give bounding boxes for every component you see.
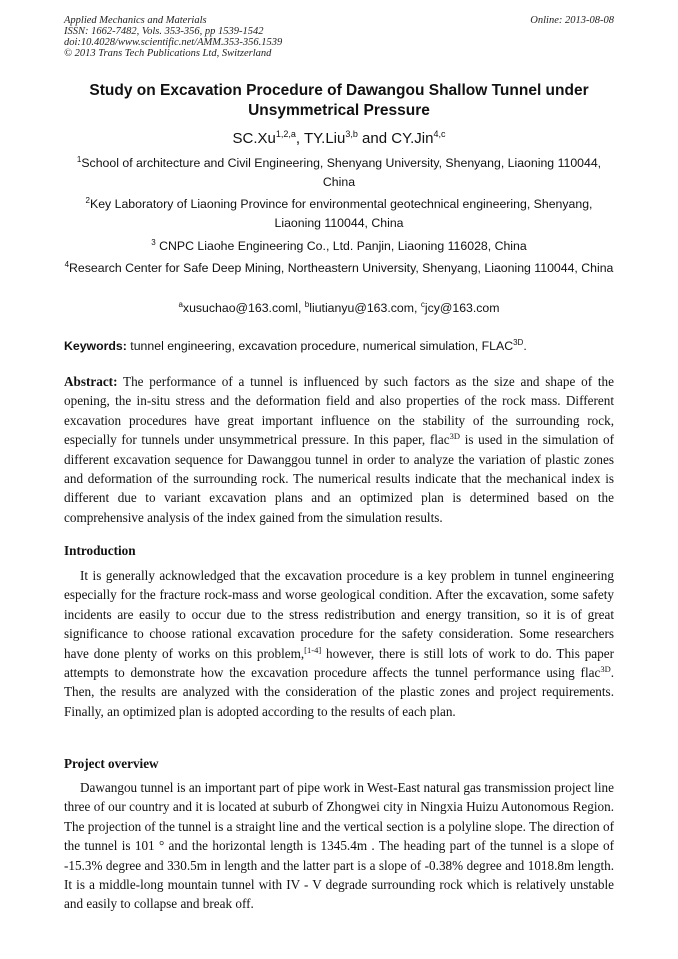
doi-line[interactable]: doi:10.4028/www.scientific.net/AMM.353-356.1539 — [64, 37, 283, 48]
keywords-label: Keywords: — [64, 339, 127, 353]
author-name: , TY.Liu — [295, 130, 346, 147]
abstract-superscript: 3D — [449, 431, 461, 442]
affiliation-3 — [64, 234, 614, 256]
abstract-label: Abstract: — [64, 374, 118, 389]
author-superscript: 3,b — [345, 129, 358, 139]
affiliation-text: Research Center for Safe Deep Mining, Northeastern University, Shenyang, Liaoning 110044, China — [69, 261, 614, 275]
email-superscript: a — [178, 300, 183, 309]
keywords-line — [64, 335, 614, 354]
affiliation-superscript: 2 — [85, 196, 90, 205]
keywords-end: . — [523, 339, 527, 353]
author-line — [64, 125, 614, 148]
email-superscript: b — [304, 300, 310, 309]
affiliation-4 — [64, 256, 614, 278]
journal-header — [64, 15, 614, 59]
introduction-superscript: 3D — [600, 664, 611, 675]
keywords-text: tunnel engineering, excavation procedure, numerical simulation, FLAC — [126, 339, 514, 353]
affiliation-superscript: 1 — [76, 155, 82, 164]
email-link[interactable]: liutianyu@163.com, — [309, 301, 421, 315]
affiliation-text: School of architecture and Civil Engineering, Shenyang University, Shenyang, Liaoning 110044, China — [81, 156, 602, 189]
author-name: SC.Xu — [232, 130, 276, 147]
citation-ref[interactable]: [1-4] — [304, 644, 322, 655]
online-date: Online: 2013-08-08 — [530, 15, 614, 26]
affiliation-text: CNPC Liaohe Engineering Co., Ltd. Panjin, Liaoning 116028, China — [155, 239, 527, 253]
email-superscript: c — [420, 300, 425, 309]
introduction-paragraph — [64, 566, 614, 721]
journal-name: Applied Mechanics and Materials — [64, 15, 207, 26]
abstract-text: is used in the simulation of different excavation sequence for Dawanggou tunnel in order to analyze the variation of plastic zones and deformation of the surrounding rock. The numerical results indicate that the mechanical index is different due to variant excavation plans and an optimized plan is determined based on the comprehensive analysis of the index gained from the simulation results. — [64, 432, 614, 525]
abstract-text: The performance of a tunnel is influenced by such factors as the size and shape of the opening, the in-situ stress and the deformation field and also properties of the rock mass. Different excavation procedures have great important influence on the stability of the surrounding rock, especially for tunnels under unsymmetrical pressure. In this paper, flac — [64, 374, 614, 448]
email-line — [64, 296, 614, 318]
affiliation-superscript: 3 — [151, 238, 156, 247]
affiliation-1 — [64, 151, 614, 191]
introduction-text: . Then, the results are analyzed with the consideration of the plastic zones and project requirements. Finally, an optimized plan is adopted according to the results of each plan. — [64, 665, 614, 719]
issn-line: ISSN: 1662-7482, Vols. 353-356, pp 1539-1542 — [64, 26, 264, 37]
paper-title: Study on Excavation Procedure of Dawangou Shallow Tunnel under Unsymmetrical Pressure — [89, 82, 589, 119]
keywords-superscript: 3D — [513, 338, 524, 347]
introduction-text: It is generally acknowledged that the excavation procedure is a key problem in tunnel engineering especially for the fracture rock-mass and worse geological condition. After the excavation, some safety incidents are easily to occur due to the stress redistribution and energy transition, so it is of great significance to choose rational excavation procedure for the safety consideration. Some researchers have done plenty of works on this problem, — [64, 568, 614, 661]
email-link[interactable]: xusuchao@163.coml, — [182, 301, 305, 315]
introduction-text: however, there is still lots of work to do. This paper attempts to demonstrate how the excavation procedure affects the tunnel performance using flac — [64, 645, 614, 681]
author-superscript: 4,c — [433, 129, 446, 139]
email-link[interactable]: jcy@163.com — [424, 301, 500, 315]
overview-paragraph: Dawangou tunnel is an important part of pipe work in West-East natural gas transmission project line three of our country and it is located at suburb of Zhongwei city in Ningxia Huizu Autonomous Region. The projection of the tunnel is a straight line and the vertical section is a polyline slope. The direction of the tunnel is 101 ° and the horizontal length is 1345.4m . The heading part of the tunnel is a slope of -15.3% degree and 330.5m in length and the latter part is a slope of -0.38% degree and 1018.8m length. It is a middle-long mountain tunnel with IV - V degrade surrounding rock which is relatively unstable and easily to collapse and break off. — [64, 780, 614, 912]
author-name: and CY.Jin — [357, 130, 434, 147]
introduction-heading: Introduction — [64, 543, 136, 558]
affiliation-2 — [64, 192, 614, 232]
affiliation-superscript: 4 — [64, 260, 70, 269]
copyright-line: © 2013 Trans Tech Publications Ltd, Switzerland — [64, 48, 272, 59]
affiliation-text: Key Laboratory of Liaoning Province for environmental geotechnical engineering, Shenyang, Liaoning 110044, China — [90, 197, 593, 230]
abstract-paragraph — [64, 372, 614, 527]
overview-heading: Project overview — [64, 756, 159, 771]
author-superscript: 1,2,a — [275, 129, 296, 139]
